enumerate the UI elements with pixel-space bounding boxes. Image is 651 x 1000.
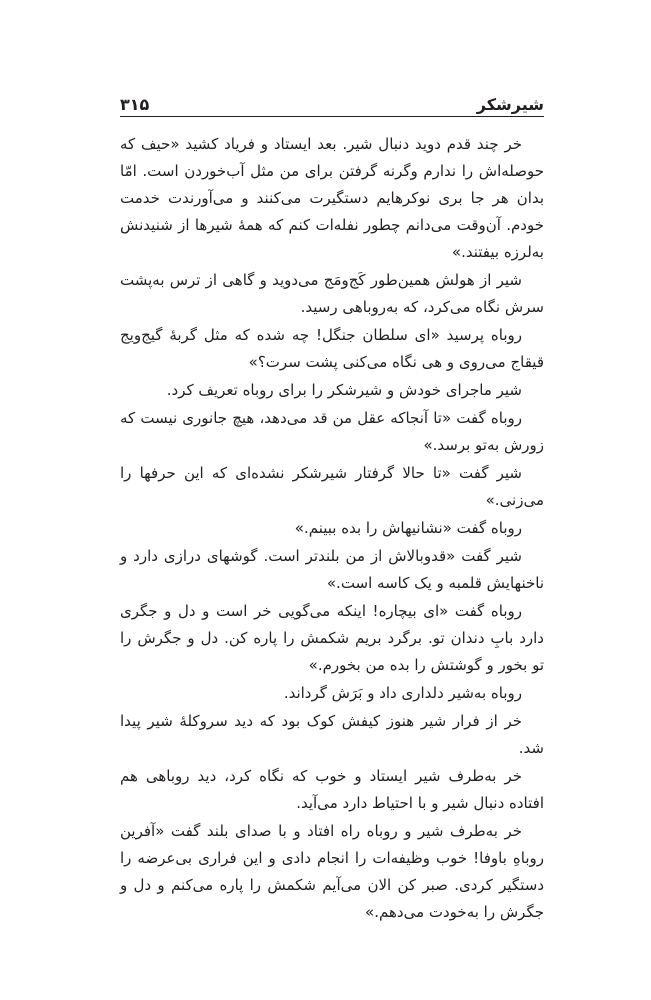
paragraph: روباه به‌شیر دلداری داد و بَرَش گرداند. [283, 684, 522, 702]
chapter-title: شیرشکر [476, 95, 544, 114]
paragraph: شیر گفت «تا حالا گرفتار شیرشکر نشده‌ای که این حرفها را می‌زنی.» [120, 464, 544, 509]
paragraph: خر به‌طرف شیر و روباه راه افتاد و با صدای بلند گفت «آفرین روباهِ باوفا! خوب وظیفه‌ات را انجام دادی و این فراری بی‌عرضه را دستگیر کردی. صبر کن الان می‌آیم شکمش را پاره می‌کنم و دل و جگرش را به‌خودت می‌دهم.» [120, 822, 544, 921]
paragraph: شیر گفت «قدوبالاش از من بلندتر است. گوشهای درازی دارد و ناخنهایش قلمبه و یک کاسه است.» [120, 547, 544, 592]
body-text [120, 131, 544, 926]
paragraph: روباه گفت «ای بیچاره! اینکه می‌گویی خر است و دل و جگری دارد بابِ دندان تو. برگرد بریم شکمش را پاره کن. دل و جگرش را تو بخور و گوشتش را بده من بخورم.» [120, 602, 544, 674]
paragraph: روباه پرسید «ای سلطان جنگل! چه شده که مثل گربهٔ گیج‌ویج قیقاج می‌روی و هی نگاه می‌کنی پشت سرت؟» [120, 326, 544, 371]
paragraph: شیر از هولش همین‌طور کَج‌ومَج می‌دوید و گاهی از ترس به‌پشت سرش نگاه می‌کرد، که به‌روباهی رسید. [120, 271, 544, 316]
paragraph: خر چند قدم دوید دنبال شیر. بعد ایستاد و فریاد کشید «حیف که حوصله‌اش را ندارم وگرنه گرفتن برای من مثل آب‌خوردن است. امّا بدان هر جا بری نوکرهایم دستگیرت می‌کنند و می‌آورندت خدمت خودم. آن‌وقت می‌دانم چطور نفله‌ات کنم که همهٔ شیرها از شنیدنش به‌لرزه بیفتند.» [120, 135, 544, 261]
running-header [120, 88, 544, 117]
page-number: ۳۱۵ [120, 95, 150, 114]
book-page [120, 88, 544, 927]
paragraph: شیر ماجرای خودش و شیرشکر را برای روباه تعریف کرد. [166, 381, 522, 399]
paragraph: خر به‌طرف شیر ایستاد و خوب که نگاه کرد، دید روباهی هم افتاده دنبال شیر و با احتیاط دارد می‌آید. [120, 767, 544, 812]
paragraph: روباه گفت «تا آنجاکه عقل من قد می‌دهد، هیچ جانوری نیست که زورش به‌تو برسد.» [120, 409, 544, 454]
paragraph: روباه گفت «نشانیهاش را بده ببینم.» [294, 519, 522, 537]
paragraph: خر از فرار شیر هنوز کیفش کوک بود که دید سروکلهٔ شیر پیدا شد. [120, 712, 544, 757]
